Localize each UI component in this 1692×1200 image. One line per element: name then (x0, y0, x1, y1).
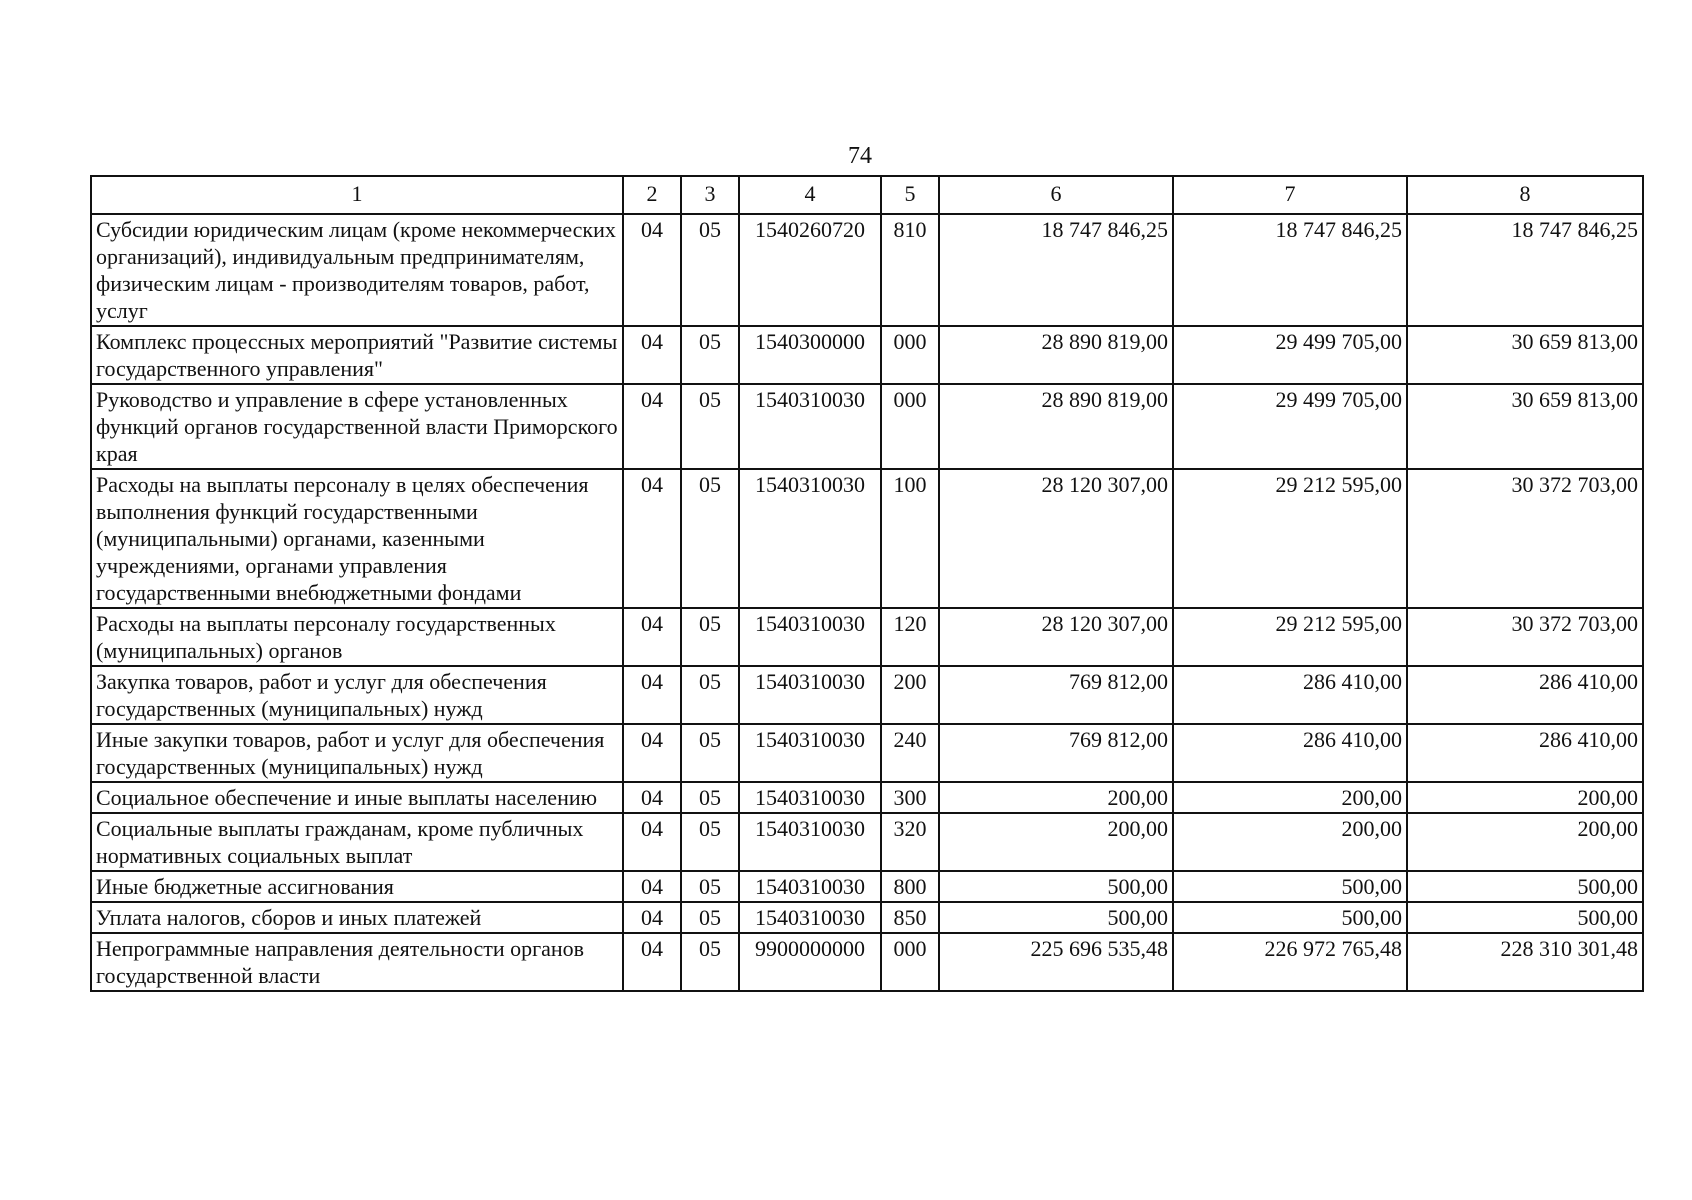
row-name: Уплата налогов, сборов и иных платежей (91, 902, 623, 933)
section-code: 04 (623, 902, 681, 933)
header-cell-5: 5 (881, 176, 939, 214)
target-article-code: 1540310030 (739, 608, 881, 666)
table-row (91, 608, 1643, 666)
header-cell-8: 8 (1407, 176, 1643, 214)
amount-col-8: 500,00 (1407, 871, 1643, 902)
expense-type-code: 850 (881, 902, 939, 933)
expense-type-code: 000 (881, 933, 939, 991)
table-header (91, 176, 1643, 214)
amount-col-7: 226 972 765,48 (1173, 933, 1407, 991)
section-code: 04 (623, 326, 681, 384)
target-article-code: 1540310030 (739, 666, 881, 724)
subsection-code: 05 (681, 724, 739, 782)
table-row (91, 469, 1643, 608)
amount-col-7: 500,00 (1173, 902, 1407, 933)
target-article-code: 9900000000 (739, 933, 881, 991)
amount-col-8: 286 410,00 (1407, 724, 1643, 782)
row-name: Социальные выплаты гражданам, кроме публичных нормативных социальных выплат (91, 813, 623, 871)
target-article-code: 1540310030 (739, 813, 881, 871)
section-code: 04 (623, 933, 681, 991)
amount-col-8: 500,00 (1407, 902, 1643, 933)
row-name: Субсидии юридическим лицам (кроме некоммерческих организаций), индивидуальным предпринимателям, физическим лицам - производителям товаров, работ, услуг (91, 214, 623, 326)
amount-col-7: 500,00 (1173, 871, 1407, 902)
amount-col-6: 500,00 (939, 871, 1173, 902)
header-cell-3: 3 (681, 176, 739, 214)
amount-col-7: 286 410,00 (1173, 724, 1407, 782)
amount-col-8: 30 659 813,00 (1407, 326, 1643, 384)
subsection-code: 05 (681, 902, 739, 933)
target-article-code: 1540310030 (739, 782, 881, 813)
target-article-code: 1540260720 (739, 214, 881, 326)
amount-col-6: 28 120 307,00 (939, 608, 1173, 666)
section-code: 04 (623, 469, 681, 608)
table-row (91, 871, 1643, 902)
row-name: Социальное обеспечение и иные выплаты населению (91, 782, 623, 813)
expense-type-code: 000 (881, 326, 939, 384)
amount-col-6: 18 747 846,25 (939, 214, 1173, 326)
header-cell-4: 4 (739, 176, 881, 214)
subsection-code: 05 (681, 871, 739, 902)
table-row (91, 214, 1643, 326)
table-row (91, 782, 1643, 813)
amount-col-6: 200,00 (939, 813, 1173, 871)
subsection-code: 05 (681, 469, 739, 608)
subsection-code: 05 (681, 813, 739, 871)
expense-type-code: 000 (881, 384, 939, 469)
amount-col-6: 28 890 819,00 (939, 326, 1173, 384)
subsection-code: 05 (681, 608, 739, 666)
target-article-code: 1540310030 (739, 469, 881, 608)
row-name: Руководство и управление в сфере установленных функций органов государственной власти Приморского края (91, 384, 623, 469)
subsection-code: 05 (681, 782, 739, 813)
subsection-code: 05 (681, 384, 739, 469)
subsection-code: 05 (681, 214, 739, 326)
table-row (91, 724, 1643, 782)
expense-type-code: 240 (881, 724, 939, 782)
amount-col-7: 29 499 705,00 (1173, 384, 1407, 469)
amount-col-6: 500,00 (939, 902, 1173, 933)
amount-col-8: 228 310 301,48 (1407, 933, 1643, 991)
expense-type-code: 800 (881, 871, 939, 902)
table-row (91, 902, 1643, 933)
amount-col-7: 29 499 705,00 (1173, 326, 1407, 384)
subsection-code: 05 (681, 933, 739, 991)
row-name: Иные закупки товаров, работ и услуг для обеспечения государственных (муниципальных) нужд (91, 724, 623, 782)
expense-type-code: 200 (881, 666, 939, 724)
row-name: Закупка товаров, работ и услуг для обеспечения государственных (муниципальных) нужд (91, 666, 623, 724)
section-code: 04 (623, 384, 681, 469)
table-row (91, 933, 1643, 991)
amount-col-7: 200,00 (1173, 782, 1407, 813)
header-cell-7: 7 (1173, 176, 1407, 214)
amount-col-6: 769 812,00 (939, 666, 1173, 724)
amount-col-7: 286 410,00 (1173, 666, 1407, 724)
amount-col-6: 225 696 535,48 (939, 933, 1173, 991)
amount-col-8: 200,00 (1407, 782, 1643, 813)
amount-col-8: 200,00 (1407, 813, 1643, 871)
amount-col-6: 769 812,00 (939, 724, 1173, 782)
expense-type-code: 300 (881, 782, 939, 813)
header-row (91, 176, 1643, 214)
expense-type-code: 320 (881, 813, 939, 871)
section-code: 04 (623, 214, 681, 326)
amount-col-8: 30 372 703,00 (1407, 608, 1643, 666)
row-name: Иные бюджетные ассигнования (91, 871, 623, 902)
subsection-code: 05 (681, 666, 739, 724)
amount-col-7: 29 212 595,00 (1173, 469, 1407, 608)
target-article-code: 1540310030 (739, 384, 881, 469)
target-article-code: 1540310030 (739, 724, 881, 782)
header-cell-6: 6 (939, 176, 1173, 214)
section-code: 04 (623, 782, 681, 813)
amount-col-7: 29 212 595,00 (1173, 608, 1407, 666)
expense-type-code: 120 (881, 608, 939, 666)
amount-col-7: 18 747 846,25 (1173, 214, 1407, 326)
amount-col-8: 18 747 846,25 (1407, 214, 1643, 326)
row-name: Расходы на выплаты персоналу государственных (муниципальных) органов (91, 608, 623, 666)
section-code: 04 (623, 608, 681, 666)
amount-col-6: 28 120 307,00 (939, 469, 1173, 608)
table-row (91, 326, 1643, 384)
target-article-code: 1540300000 (739, 326, 881, 384)
target-article-code: 1540310030 (739, 871, 881, 902)
expense-type-code: 100 (881, 469, 939, 608)
target-article-code: 1540310030 (739, 902, 881, 933)
section-code: 04 (623, 813, 681, 871)
amount-col-8: 30 659 813,00 (1407, 384, 1643, 469)
table-body (91, 214, 1643, 991)
header-cell-1: 1 (91, 176, 623, 214)
amount-col-8: 286 410,00 (1407, 666, 1643, 724)
row-name: Расходы на выплаты персоналу в целях обеспечения выполнения функций государственными (муниципальными) органами, казенными учреждениями, органами управления государственными внебюджетными фондами (91, 469, 623, 608)
amount-col-6: 200,00 (939, 782, 1173, 813)
amount-col-8: 30 372 703,00 (1407, 469, 1643, 608)
section-code: 04 (623, 724, 681, 782)
expense-type-code: 810 (881, 214, 939, 326)
table-row (91, 384, 1643, 469)
amount-col-7: 200,00 (1173, 813, 1407, 871)
page-number: 74 (848, 143, 872, 169)
table-row (91, 813, 1643, 871)
subsection-code: 05 (681, 326, 739, 384)
section-code: 04 (623, 666, 681, 724)
section-code: 04 (623, 871, 681, 902)
amount-col-6: 28 890 819,00 (939, 384, 1173, 469)
table-row (91, 666, 1643, 724)
row-name: Непрограммные направления деятельности органов государственной власти (91, 933, 623, 991)
budget-table (90, 175, 1644, 992)
header-cell-2: 2 (623, 176, 681, 214)
row-name: Комплекс процессных мероприятий "Развитие системы государственного управления" (91, 326, 623, 384)
